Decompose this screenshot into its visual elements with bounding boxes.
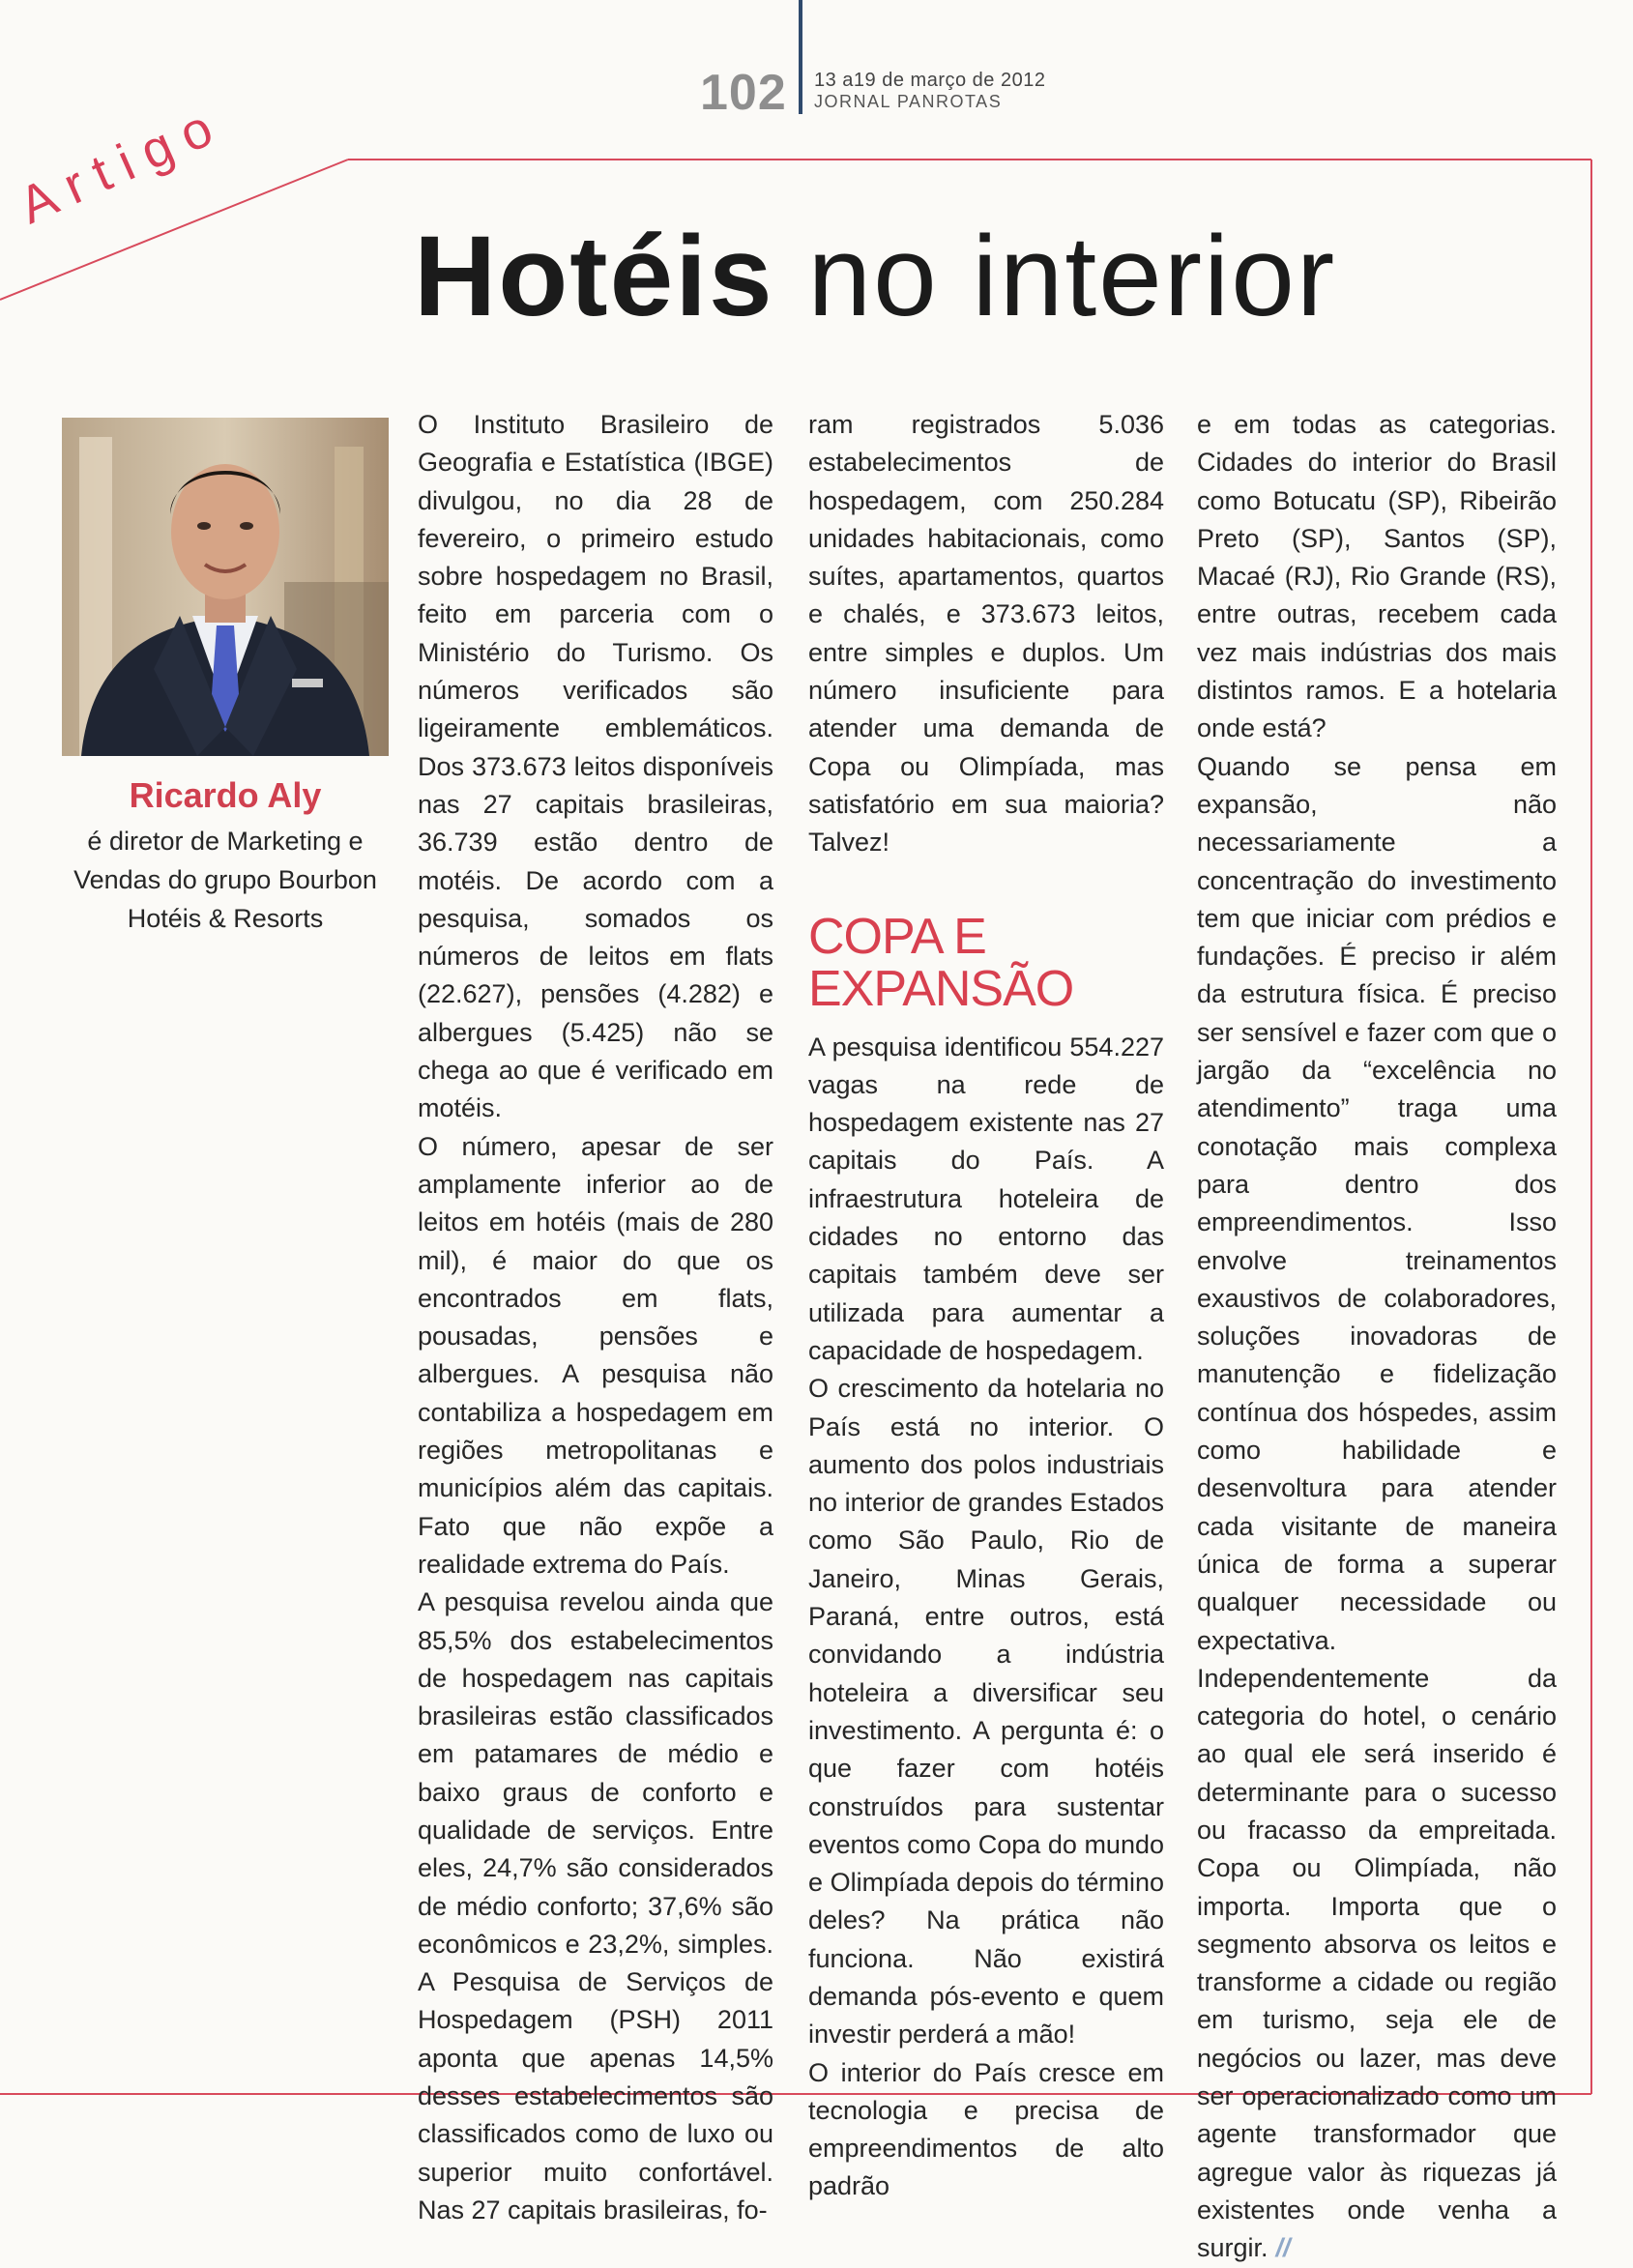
author-bio-line: Hotéis & Resorts bbox=[127, 904, 324, 933]
paragraph: O crescimento da hotelaria no País está no interior. O aumento dos polos industriais no interior de grandes Estados como São Paulo, Rio de Janeiro, Minas Gerais, Paraná, entre outros, está convidando a indústria hoteleira a diversificar seu investimento. A pergunta é: o que fazer com hotéis construídos para sustentar eventos como Copa do mundo e Olimpíada depois do término deles? Na prática não funciona. Não existirá demanda pós-evento e quem investir perderá a mão! bbox=[808, 1374, 1164, 2050]
subheading: COPA E EXPANSÃO bbox=[808, 908, 1074, 1017]
author-bio-line: é diretor de Marketing e bbox=[87, 827, 364, 856]
issue-date: 13 a19 de março de 2012 bbox=[814, 70, 1046, 91]
author-bio bbox=[54, 822, 396, 938]
paragraph: A pesquisa revelou ainda que 85,5% dos estabelecimentos de hospedagem nas capitais brasileiras estão classificados em patamares de médio e baixo graus de conforto e qualidade de serviços. Entre eles, 24,7% são considerados de médio conforto; 37,6% são econômicos e 23,2%, simples. A Pesquisa de Serviços de Hospedagem (PSH) 2011 aponta que apenas 14,5% desses estabelecimentos são classificados como de luxo ou superior muito confortável. Nas 27 capitais brasileiras, fo- bbox=[418, 1587, 773, 2224]
headline-bold: Hotéis bbox=[414, 213, 774, 340]
section-label: Artigo bbox=[11, 93, 234, 236]
headline bbox=[414, 211, 1336, 342]
paragraph: O Instituto Brasileiro de Geografia e Estatística (IBGE) divulgou, no dia 28 de fevereiro, o primeiro estudo sobre hospedagem no Brasil, feito em parceria com o Ministério do Turismo. Os números verificados são ligeiramente emblemáticos. Dos 373.673 leitos disponíveis nas 27 capitais brasileiras, 36.739 estão dentro de motéis. De acordo com a pesquisa, somados os números de leitos em flats (22.627), pensões (4.282) e albergues (5.425) não se chega ao que é verificado em motéis. bbox=[418, 410, 773, 1123]
author-photo bbox=[62, 418, 389, 756]
paragraph: O número, apesar de ser amplamente inferior ao de leitos em hotéis (mais de 280 mil), é maior do que os encontrados em flats, pousadas, pensões e albergues. A pesquisa não contabiliza a hospedagem em regiões metropolitanas e municípios além das capitais. Fato que não expõe a realidade extrema do País. bbox=[418, 1131, 773, 1579]
paragraph: ram registrados 5.036 estabelecimentos de hospedagem, com 250.284 unidades habitacionais, como suítes, apartamentos, quartos e chalés, e 373.673 leitos, entre simples e duplos. Um número insuficiente para atender uma demanda de Copa ou Olimpíada, mas satisfatório em sua maioria? Talvez! bbox=[808, 410, 1164, 858]
paragraph-text: Independentemente da categoria do hotel, o cenário ao qual ele será inserido é determinante para o sucesso ou fracasso da empreitada. Copa ou Olimpíada, não importa. Importa que o segmento absorva os leitos e transforme a cidade ou região em turismo, seja ele de negócios ou lazer, mas deve ser operacionalizado como um agente transformador que agregue valor às riquezas já existentes onde venha a surgir. bbox=[1197, 1663, 1557, 2263]
paragraph bbox=[1197, 1660, 1557, 2268]
journal-name: JORNAL PANROTAS bbox=[814, 92, 1003, 111]
headline-thin: no interior bbox=[807, 213, 1337, 340]
author-name: Ricardo Aly bbox=[129, 775, 322, 815]
end-mark-icon: // bbox=[1275, 2233, 1291, 2263]
article-column-1 bbox=[418, 406, 773, 2229]
author-bio-line: Vendas do grupo Bourbon bbox=[73, 865, 377, 894]
article-column-3 bbox=[1197, 406, 1557, 2268]
paragraph: A pesquisa identificou 554.227 vagas na rede de hospedagem existente nas 27 capitais do País. A infraestrutura hoteleira de cidades no entorno das capitais também deve ser utilizada para aumentar a capacidade de hospedagem. bbox=[808, 1032, 1164, 1365]
paragraph: O interior do País cresce em tecnologia e precisa de empreendimentos de alto padrão bbox=[808, 2057, 1164, 2201]
paragraph: e em todas as categorias. Cidades do interior do Brasil como Botucatu (SP), Ribeirão Preto (SP), Santos (SP), Macaé (RJ), Rio Grande (RS), entre outras, recebem cada vez mais indústrias dos mais distintos ramos. E a hotelaria onde está? bbox=[1197, 410, 1557, 743]
page-number: 102 bbox=[700, 65, 787, 121]
paragraph: Quando se pensa em expansão, não necessariamente a concentração do investimento tem que iniciar com prédios e fundações. É preciso ir além da estrutura física. É preciso ser sensível e fazer com que o jargão da “excelência no atendimento” traga uma conotação mais complexa para dentro dos empreendimentos. Isso envolve treinamentos exaustivos de colaboradores, soluções inovadoras de manutenção e fidelização contínua dos hóspedes, assim como habilidade e desenvoltura para atender cada visitante de maneira única de forma a superar qualquer necessidade ou expectativa. bbox=[1197, 751, 1557, 1655]
article-column-2 bbox=[808, 406, 1164, 2206]
